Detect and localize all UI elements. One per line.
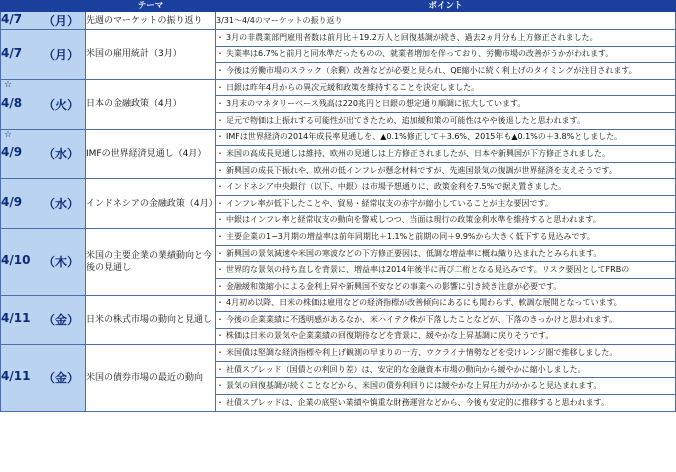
bullet-mark: ・ <box>216 248 224 258</box>
point-cell <box>216 229 676 246</box>
bullet-mark: ・ <box>216 314 224 324</box>
star-icon: ☆ <box>4 129 13 140</box>
point-cell <box>216 179 676 196</box>
weekday-text: （金） <box>42 313 79 328</box>
point-cell <box>216 361 676 378</box>
bullet-mark: ・ <box>216 82 224 92</box>
date-text: 4/8 <box>1 95 23 110</box>
table-row <box>1 79 676 96</box>
bullet-mark: ・ <box>216 65 224 75</box>
date-cell <box>1 79 86 129</box>
point-cell <box>216 312 676 329</box>
theme-cell: IMFの世界経済見通し（4月） <box>86 129 216 179</box>
bullet-mark: ・ <box>216 281 224 291</box>
weekday-text: （金） <box>42 371 79 386</box>
star-icon: ☆ <box>4 79 13 90</box>
header-row <box>1 1 676 12</box>
point-text: インドネシア中央銀行（以下、中銀）は市場予想通りに、政策金利を7.5%で据え置きました。 <box>226 182 567 192</box>
date-cell <box>1 345 86 411</box>
theme-header: テーマ <box>86 1 216 12</box>
date-text: 4/10 <box>1 253 31 268</box>
theme-cell: 米国の雇用統計（3月） <box>86 30 216 80</box>
point-text: IMFは世界経済の2014年成長率見通しを、▲0.1%修正して＋3.6%、2015年も▲0.1%の＋3.8%としました。 <box>226 132 623 142</box>
bullet-mark: ・ <box>216 198 224 208</box>
bullet-mark: ・ <box>216 99 224 109</box>
date-text: 4/11 <box>1 369 31 384</box>
point-text: 社債スプレッド（国債との利回り差）は、安定的な金融資本市場の動向から緩やかに縮小しました。 <box>226 364 586 374</box>
point-header: ポイント <box>216 1 676 12</box>
point-text: 3月末のマネタリーベース残高は220兆円と日銀の想定通り順調に拡大しています。 <box>226 99 526 109</box>
bullet-mark: ・ <box>216 165 224 175</box>
point-text: 4月初め以降、日米の株価は雇用などの経済指標が改善傾向にあるにも関わらず、軟調な展開となっています。 <box>226 298 622 308</box>
date-cell <box>1 295 86 345</box>
point-cell <box>216 79 676 96</box>
point-text: 社債スプレッドは、企業の底堅い業績や慎重な財務運営などから、今後も安定的に推移すると思われます。 <box>226 397 609 407</box>
weekday-text: （月） <box>42 47 79 62</box>
point-text: 主要企業の1−3月期の増益率は前年同期比＋1.1%と前期の同＋9.9%から大きく低下する見込みです。 <box>226 231 595 241</box>
table-row <box>1 345 676 362</box>
bullet-mark: ・ <box>216 49 224 59</box>
point-text: 今後の企業業績に不透明感があるなか、米ハイテク株が下落したことなどが、下落のきっかけと思われます。 <box>226 314 618 324</box>
bullet-mark: ・ <box>216 182 224 192</box>
point-cell <box>216 162 676 179</box>
point-cell <box>216 345 676 362</box>
bullet-mark: ・ <box>216 397 224 407</box>
table-row <box>1 30 676 47</box>
table-row <box>1 229 676 246</box>
point-text: 景気の回復基調が続くことなどから、米国の債券利回りには緩やかな上昇圧力がかかると見込まれます。 <box>226 381 602 391</box>
date-cell <box>1 179 86 229</box>
bullet-mark: ・ <box>216 215 224 225</box>
weekday-text: （木） <box>42 255 79 270</box>
table-row <box>1 295 676 312</box>
date-cell <box>1 129 86 179</box>
point-text: 世界的な景気の持ち直しを背景に、増益率は2014年後半に再び二桁となる見込みです。リスク要因としてFRBの <box>226 265 630 275</box>
point-cell <box>216 30 676 47</box>
point-cell <box>216 63 676 80</box>
bullet-mark: ・ <box>216 32 224 42</box>
point-text: 米国の高成長見通しは維持、欧州の見通しは上方修正されましたが、日本や新興国が下方修正されました。 <box>226 148 610 158</box>
bullet-mark: ・ <box>216 298 224 308</box>
bullet-mark: ・ <box>216 132 224 142</box>
theme-cell: 米国の債券市場の最近の動向 <box>86 345 216 411</box>
bullet-mark: ・ <box>216 381 224 391</box>
point-cell <box>216 245 676 262</box>
weekday-text: （月） <box>42 14 79 28</box>
theme-cell: 日本の金融政策（4月） <box>86 79 216 129</box>
point-text: 足元で物価は上振れする可能性が出てきたため、追加緩和策の可能性はやや後退したと思われます。 <box>226 115 586 125</box>
bullet-mark: ・ <box>216 265 224 275</box>
point-cell <box>216 278 676 295</box>
point-text: 3/31～4/4のマーケットの振り返り <box>216 15 343 25</box>
theme-cell: 先週のマーケットの振り返り <box>86 12 216 30</box>
theme-cell: 日米の株式市場の動向と見通し <box>86 295 216 345</box>
weekday-text: （水） <box>42 147 79 162</box>
point-text: 中銀はインフレ率と経常収支の動向を警戒しつつ、当面は現行の政策金利水準を維持すると思われます。 <box>226 215 601 225</box>
point-text: 3月の非農業部門雇用者数は前月比＋19.2万人と回復基調が続き、過去2ヵ月分も上方修正されました。 <box>226 32 598 42</box>
point-text: インフレ率が低下したことや、貿易・経常収支の赤字が縮小していることが主な要因です。 <box>226 198 553 208</box>
point-cell <box>216 378 676 395</box>
bullet-mark: ・ <box>216 115 224 125</box>
date-text: 4/9 <box>1 145 23 160</box>
table-row <box>1 129 676 146</box>
point-cell <box>216 112 676 129</box>
point-text: 日銀は昨年4月からの異次元緩和政策を維持することを決定しました。 <box>226 82 480 92</box>
bullet-mark: ・ <box>216 331 224 341</box>
point-cell <box>216 328 676 345</box>
point-text: 新興国の成長下振れや、欧州の低インフレが懸念材料ですが、先進国景気の復調が世界経済を支えそうです。 <box>226 165 617 175</box>
weekday-text: （水） <box>42 197 79 212</box>
point-cell <box>216 12 676 30</box>
table-row <box>1 179 676 196</box>
point-cell <box>216 96 676 113</box>
date-header <box>1 1 86 12</box>
point-cell <box>216 146 676 163</box>
weekday-text: （火） <box>42 97 79 112</box>
date-cell <box>1 12 86 30</box>
date-text: 4/9 <box>1 195 23 210</box>
point-cell <box>216 212 676 229</box>
date-text: 4/11 <box>1 311 31 326</box>
bullet-mark: ・ <box>216 231 224 241</box>
point-cell <box>216 195 676 212</box>
point-text: 新興国の景気減速や米国の寒波などの下方修正要因は、低調な増益率に概ね織り込まれたとみられます。 <box>226 248 602 258</box>
point-cell <box>216 46 676 63</box>
date-cell <box>1 30 86 80</box>
point-text: 米国債は堅調な経済指標や利上げ観測の早まりの一方、ウクライナ情勢などを受けレンジ圏で推移しました。 <box>226 348 618 358</box>
point-text: 失業率は6.7%と前月と同水準だったものの、就業者増加を伴っており、労働市場の改善がうかがわれます。 <box>226 49 614 59</box>
point-cell <box>216 129 676 146</box>
bullet-mark: ・ <box>216 148 224 158</box>
point-text: 株価は日米の景気や企業業績の回復期待などを背景に、緩やかな上昇基調に戻りそうです。 <box>226 331 554 341</box>
theme-cell: インドネシアの金融政策（4月） <box>86 179 216 229</box>
bullet-mark: ・ <box>216 348 224 358</box>
point-cell <box>216 262 676 279</box>
date-cell <box>1 229 86 295</box>
point-cell <box>216 395 676 412</box>
table-row <box>1 12 676 30</box>
date-text: 4/7 <box>1 12 23 26</box>
theme-cell: 米国の主要企業の業績動向と今後の見通し <box>86 229 216 295</box>
point-cell <box>216 295 676 312</box>
point-text: 金融緩和策縮小による金利上昇や新興国不安などの事業への影響に引き続き注意が必要です。 <box>226 281 562 291</box>
point-text: 今後は労働市場のスラック（余剰）改善などが必要と見られ、QE縮小に続く利上げのタイミングが注目されます。 <box>226 65 637 75</box>
date-text: 4/7 <box>1 45 23 60</box>
bullet-mark: ・ <box>216 364 224 374</box>
